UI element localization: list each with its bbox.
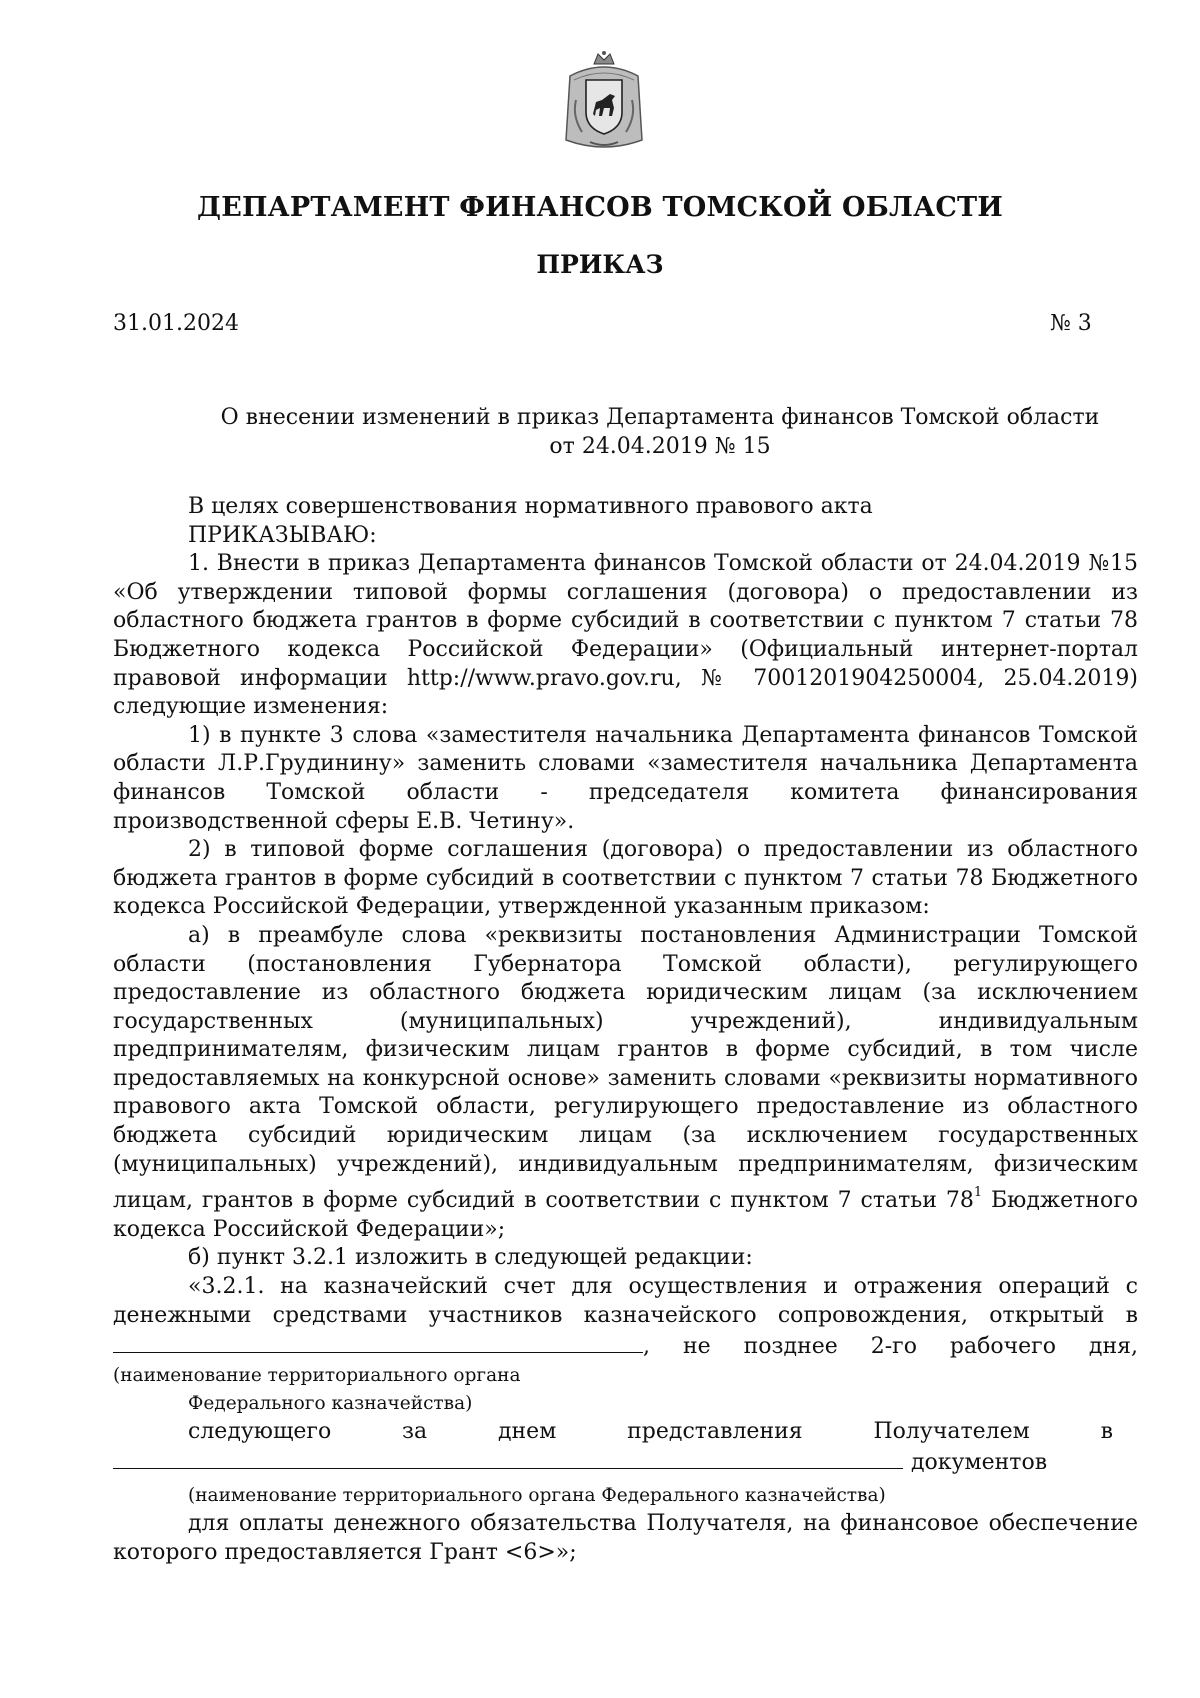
document-type: ПРИКАЗ [536,250,664,279]
blank-note-1-line-1: (наименование территориального органа [113,1364,521,1386]
blank-line-territorial-body-2 [113,1446,903,1469]
blank-line-row-2 [113,1446,1138,1478]
quote-paragraph-end: для оплаты денежного обязательства Получателя, на финансовое обеспечение которого предоставляется Грант <6>»; [113,1511,1138,1565]
blank-note-1-line-2: Федерального казначейства) [188,1392,473,1414]
subitem-2a-text: а) в преамбуле слова «реквизиты постановления Администрации Томской области (постановления Губернатора Томской области), регулирующего предоставление из областного бюджета юридическим лицам (за исключением государственных (муниципальных) учреждений), индивидуальным предпринимателям, физическим лицам грантов в форме субсидий, в том числе предоставляемых на конкурсной основе» заменить словами «реквизиты нормативного правового акта Томской области, регулирующего предоставление из областного бюджета субсидий юридическим лицам (за исключением государственных (муниципальных) учреждений), индивидуальным предпринимателям, физическим лицам, грантов в форме субсидий в соответствии с пунктом 7 статьи 78 [113,922,1138,1214]
documents-word: документов [911,1450,1048,1476]
subitem-2b-paragraph: б) пункт 3.2.1 изложить в следующей редакции: [188,1245,753,1271]
document-subject [0,403,1200,461]
subitem-2a-paragraph [113,922,1138,1245]
document-body [113,493,1138,1567]
organization-title: ДЕПАРТАМЕНТ ФИНАНСОВ ТОМСКОЙ ОБЛАСТИ [196,192,1004,223]
quote-line-3: следующего за днем представления Получателем в [188,1418,1113,1444]
intro-paragraph: В целях совершенствования нормативного правового акта [188,494,873,519]
subitem-1-paragraph: 1) в пункте 3 слова «заместителя начальника Департамента финансов Томской области Л.Р.Грудинину» заменить словами «заместителя начальника Департамента финансов Томской области - председателя комитета финансирования производственной сферы Е.В. Четину». [113,722,1138,834]
order-word: ПРИКАЗЫВАЮ: [188,522,377,548]
subitem-2-paragraph: 2) в типовой форме соглашения (договора) о предоставлении из областного бюджета грантов в форме субсидий в соответствии с пунктом 7 статьи 78 Бюджетного кодекса Российской Федерации, утвержденной указанным приказом: [113,837,1138,920]
coat-of-arms-emblem [560,50,648,154]
coat-of-arms-icon [560,50,648,154]
document-number: № 3 [1050,311,1092,336]
item-1-paragraph: 1. Внести в приказ Департамента финансов Томской области от 24.04.2019 №15 «Об утверждении типовой формы соглашения (договора) о предоставлении из областного бюджета грантов в форме субсидий в соответствии с пунктом 7 статьи 78 Бюджетного кодекса Российской Федерации» (Официальный интернет-портал правовой информации http://www.pravo.gov.ru, № 7001201904250004, 25.04.2019) следующие изменения: [113,551,1138,720]
subitem-2a-end: Бюджетного кодекса Российской Федерации»; [113,1188,1138,1242]
quote-after-blank: , не позднее 2-го рабочего дня, [643,1334,1138,1360]
quote-paragraph-start: «3.2.1. на казначейский счет для осуществления и отражения операций с денежными средствами участников казначейского сопровождения, открытый в [113,1274,1138,1328]
blank-line-row-1 [113,1330,1138,1362]
document-date: 31.01.2024 [113,311,239,336]
subject-line-2: от 24.04.2019 № 15 [549,434,771,459]
blank-note-2: (наименование территориального органа Федерального казначейства) [188,1485,886,1506]
superscript-1: 1 [973,1185,983,1201]
blank-line-territorial-body [113,1330,643,1353]
subject-line-1: О внесении изменений в приказ Департамента финансов Томской области [220,405,1100,430]
